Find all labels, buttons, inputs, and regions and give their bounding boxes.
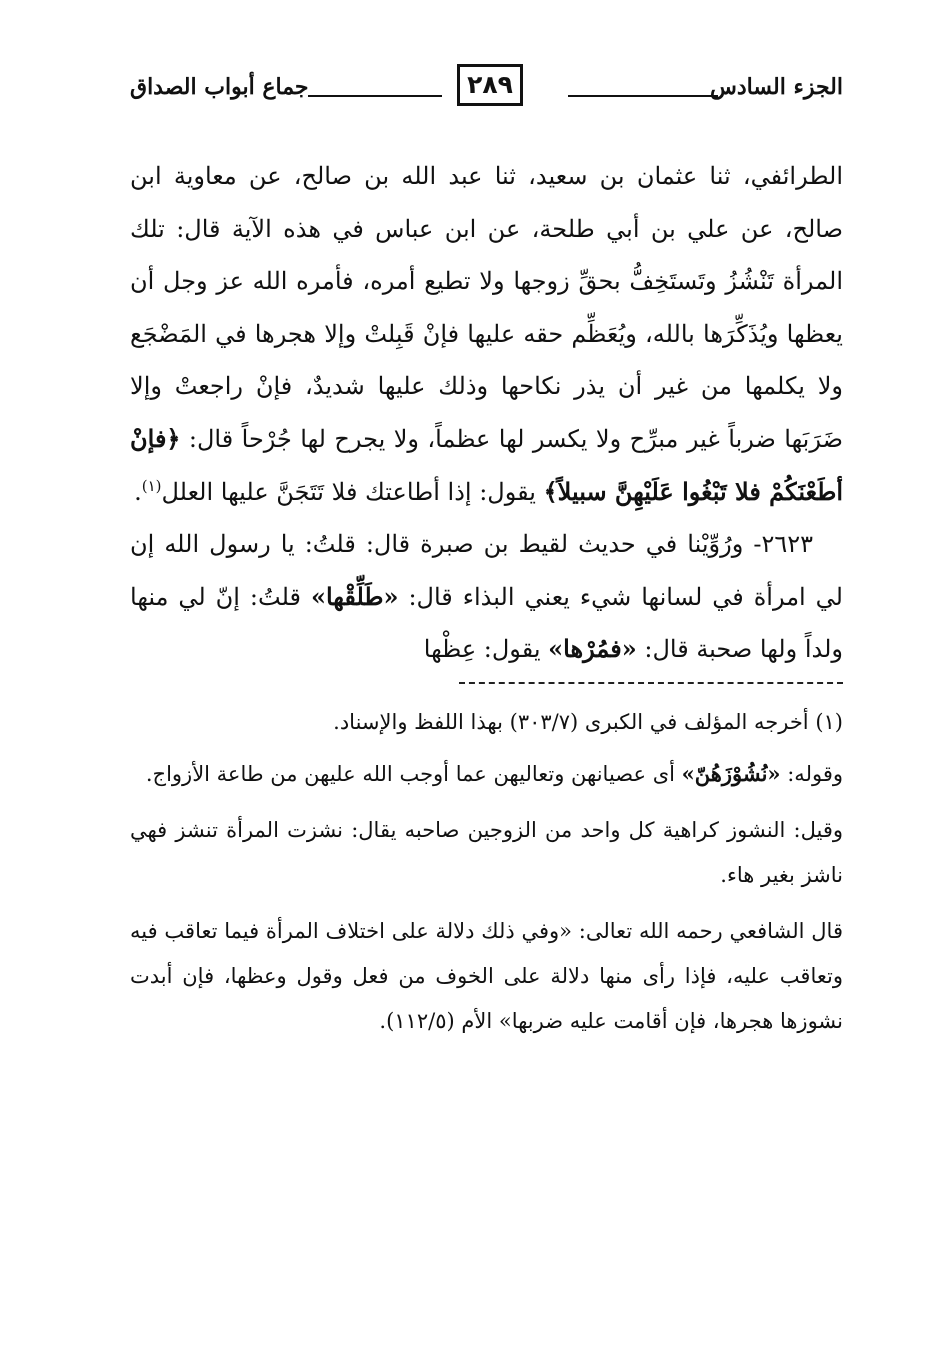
book-page — [130, 64, 843, 1324]
narration-text: الطرائفي، ثنا عثمان بن سعيد، ثنا عبد الله بن صالح، عن معاوية ابن صالح، عن علي بن أبي طلحة، عن ابن عباس في هذه الآية قال: تلك المرأة تَنْشُزُ وتَستَخِفُّ بحقِّ زوجها ولا تطيع أمره، فأمره الله عز وجل أن يعظها ويُذَكِّرَها بالله، ويُعَظِّم حقه عليها فإنْ قَبِلتْ وإلا هجرها في المَضْجَع ولا يكلمها من غير أن يذر نكاحها وذلك عليها شديدٌ، فإنْ راجعتْ وإلا ضَرَبَها ضرباً غير مبرِّح ولا يكسر لها عظماً، ولا يجرح لها جُرْحاً قال: — [130, 162, 843, 453]
narration-text-after-verse: يقول: إذا أطاعتك فلا تَتَجَنَّ عليها العلل — [161, 477, 536, 506]
header-rule-right — [568, 95, 718, 97]
quoted-word-divorce: «طَلِّقْها» — [310, 581, 399, 611]
chapter-title: جماع أبواب الصداق — [130, 74, 309, 100]
footnote-nushuz-alt: وقيل: النشوز كراهية كل واحد من الزوجين صاحبه يقال: نشزت المرأة تنشز فهي ناشز بغير هاء. — [130, 817, 843, 888]
footnote-shafii: قال الشافعي رحمه الله تعالى: «وفي ذلك دلالة على اختلاف المرأة فيما تعاقب فيه وتعاقب عليه، فإذا رأى منها دلالة على الخوف من فعل وقول وعظها، فإن أبدت نشوزها هجرها، فإن أقامت عليه ضربها» الأم (١١٢/٥). — [130, 918, 843, 1034]
volume-title: الجزء السادس — [710, 74, 843, 100]
footnotes — [130, 700, 843, 1045]
main-text — [130, 150, 843, 676]
sentence-end: . — [134, 477, 142, 506]
footnote-nushuz-word: «نُشُوْزَهُنّ» — [681, 761, 781, 787]
quran-verse: فإنْ أطَعْنَكُمْ فلا تَبْغُوا عَلَيْهِنَّ سبيلاً — [130, 423, 843, 506]
footnote-nushuz-definition: أى عصيانهن وتعاليهن عما أوجب الله عليهن من طاعة الأزواج. — [145, 762, 675, 787]
quran-bracket-open: ﴿ — [166, 423, 181, 453]
running-header — [130, 64, 843, 124]
footnote-1: (١) أخرجه المؤلف في الكبرى (٣٠٣/٧) بهذا اللفظ والإسناد. — [333, 709, 843, 734]
hadith-text-part1: ٢٦٢٣- ورُوِّيْنا في حديث لقيط بن صبرة قال: قلتُ: يا رسول الله إن لي امرأة في لسانها شيء يعني البذاء قال: — [130, 530, 843, 611]
footnote-divider — [459, 682, 843, 684]
footnote-reference: (١) — [141, 476, 162, 495]
page-number: ٢٨٩ — [457, 64, 523, 106]
hadith-text-part2: قلتُ: إنّ لي منها ولداً ولها صحبة قال: — [130, 582, 843, 664]
paragraph-hadith-continuation — [130, 150, 843, 518]
quran-bracket-close: ﴾ — [543, 476, 558, 506]
footnote-nushuz — [130, 751, 843, 797]
footnote-nushuz-lead: وقوله: — [787, 762, 843, 787]
paragraph-hadith-2623 — [130, 518, 843, 676]
header-rule-left — [308, 95, 442, 97]
quoted-word-command: «فمُرْها» — [548, 634, 637, 664]
hadith-text-part3: يقول: عِظْها — [423, 635, 541, 664]
